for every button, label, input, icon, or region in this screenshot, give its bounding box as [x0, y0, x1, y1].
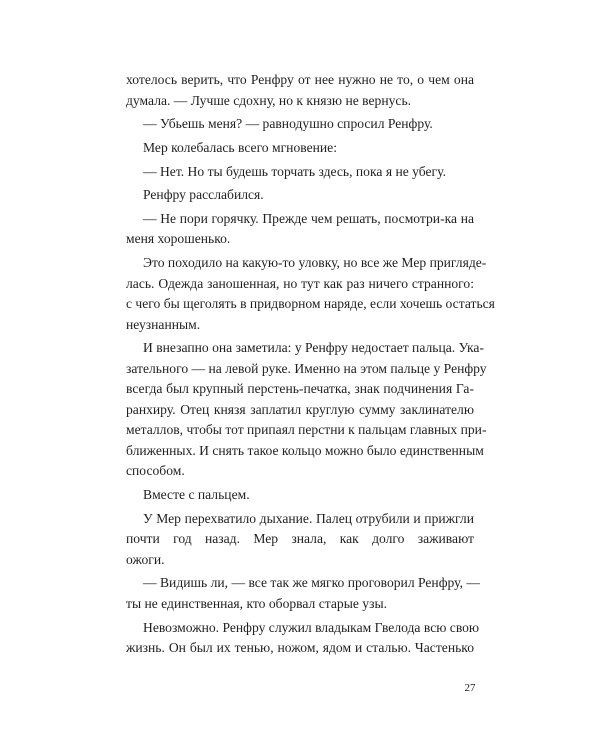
text-line: зательного — на левой руке. Именно на этом пальце у Ренфру [126, 360, 487, 376]
page-number: 27 [464, 682, 476, 694]
text-line: Мер колебалась всего мгновение: [143, 139, 337, 155]
text-line: У Мер перехватило дыхание. Палец отрубили и прижгли [143, 510, 474, 526]
text-line: способом. [126, 463, 185, 479]
text-line: металлов, чтобы тот припаял перстни к пальцам главных при- [126, 422, 487, 438]
text-line: Это походило на какую-то уловку, но все же Мер пригляде- [143, 255, 487, 271]
text-line: Невозможно. Ренфру служил владыкам Гвелода всю свою [143, 619, 480, 635]
text-line: ты не единственная, кто оборвал старые узы. [126, 595, 387, 611]
text-line: почти год назад. Мер знала, как долго заживают [126, 531, 474, 547]
text-line: ближенных. И снять такое кольцо можно было единственным [126, 442, 484, 458]
text-line: — Нет. Но ты будешь торчать здесь, пока я не убегу. [143, 163, 446, 179]
text-line: — Не пори горячку. Прежде чем решать, посмотри-ка на [143, 210, 474, 226]
text-line: меня хорошенько. [126, 231, 231, 247]
text-line: — Убьешь меня? — равнодушно спросил Ренфру. [143, 116, 433, 132]
text-line: Вместе с пальцем. [143, 487, 250, 502]
text-line: жизнь. Он был их тенью, ножом, ядом и сталью. Частенько [126, 640, 474, 656]
text-line: Ренфру расслабился. [143, 187, 264, 203]
text-line: всегда был крупный перстень-печатка, знак подчинения Га- [126, 381, 474, 397]
text-line: с чего бы щеголять в придворном наряде, если хочешь остаться [126, 296, 495, 312]
text-line: лась. Одежда заношенная, но тут как раз ничего странного: [126, 275, 474, 291]
text-line: неузнанным. [126, 316, 201, 332]
body-text [126, 70, 495, 659]
text-line: И внезапно она заметила: у Ренфру недостает пальца. Ука- [143, 340, 484, 356]
text-line: ранхиру. Отец князя заплатил круглую сумму заклинателю [126, 401, 474, 417]
text-line: ожоги. [126, 551, 165, 567]
text-line: хотелось верить, что Ренфру от нее нужно не то, о чем она [126, 72, 474, 87]
text-line: думала. — Лучше сдохну, но к князю не вернусь. [126, 92, 412, 108]
text-line: — Видишь ли, — все так же мягко проговорил Ренфру, — [143, 575, 480, 591]
